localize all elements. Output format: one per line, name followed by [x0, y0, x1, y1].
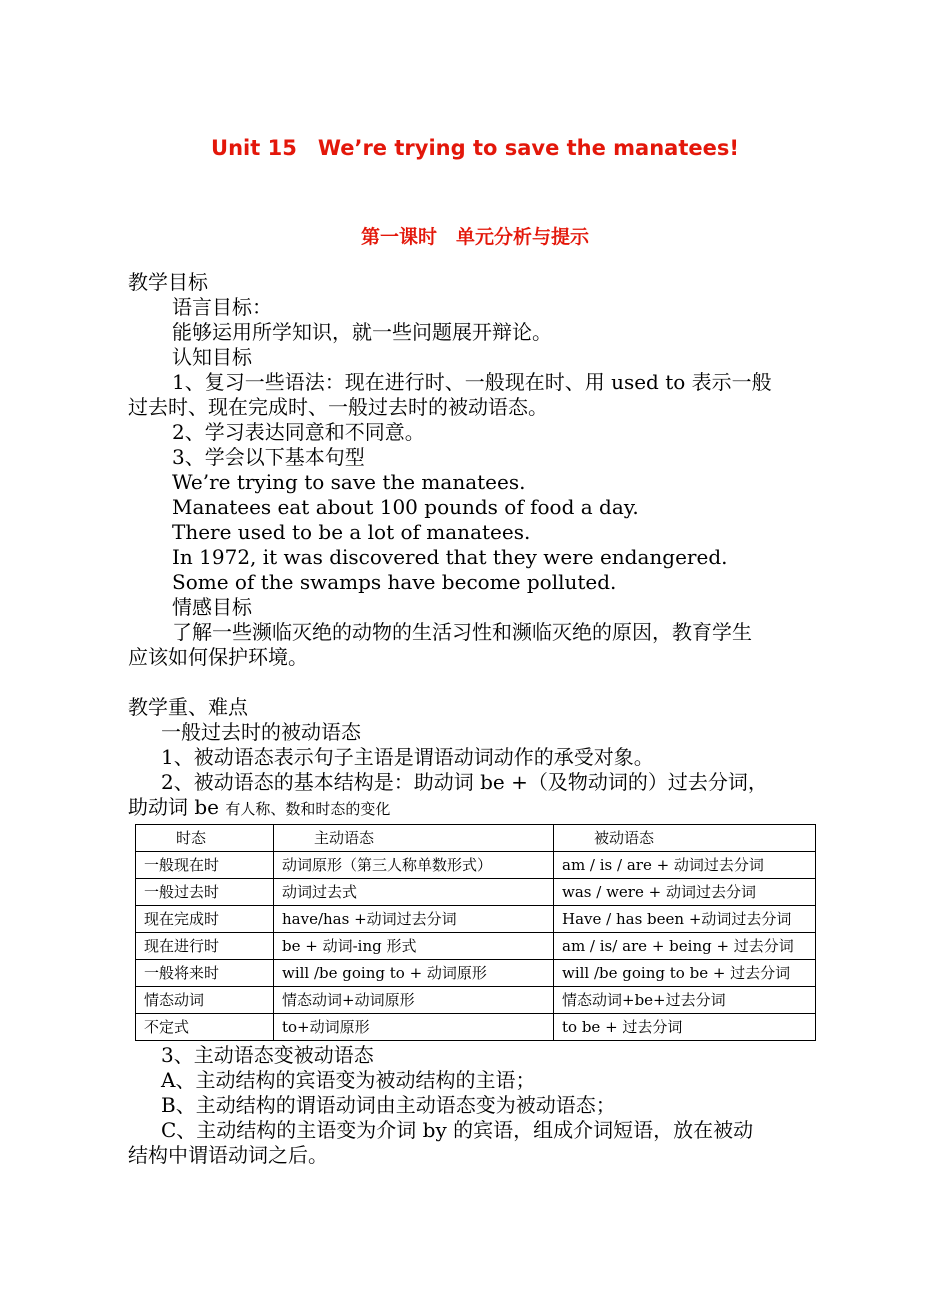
conversion-rule-c: C、主动结构的主语变为介词 by 的宾语，组成介词短语，放在被动: [161, 1118, 754, 1142]
table-cell: 情态动词+be+过去分词: [554, 987, 816, 1014]
table-row: [136, 852, 816, 879]
table-cell: 不定式: [136, 1014, 274, 1041]
key-points-heading: 教学重、难点: [128, 695, 248, 719]
sentence-pattern: We’re trying to save the manatees.: [172, 470, 526, 494]
table-row: [136, 906, 816, 933]
emotional-goal-label: 情感目标: [172, 595, 252, 619]
table-cell: will /be going to be + 过去分词: [554, 960, 816, 987]
table-header-active: 主动语态: [274, 825, 554, 852]
conversion-rule-c-cont: 结构中谓语动词之后。: [128, 1143, 328, 1167]
unit-title: Unit 15 We’re trying to save the manatees!: [211, 136, 739, 160]
table-cell: be + 动词-ing 形式: [274, 933, 554, 960]
table-cell: 情态动词: [136, 987, 274, 1014]
language-goal-label: 语言目标：: [172, 295, 272, 319]
table-cell: was / were + 动词过去分词: [554, 879, 816, 906]
table-cell: am / is / are + 动词过去分词: [554, 852, 816, 879]
table-cell: 一般现在时: [136, 852, 274, 879]
table-cell: am / is/ are + being + 过去分词: [554, 933, 816, 960]
table-cell: 现在进行时: [136, 933, 274, 960]
table-cell: will /be going to + 动词原形: [274, 960, 554, 987]
cognitive-goal-label: 认知目标: [172, 345, 252, 369]
table-cell: 现在完成时: [136, 906, 274, 933]
table-cell: 一般过去时: [136, 879, 274, 906]
table-cell: 动词过去式: [274, 879, 554, 906]
sentence-pattern: In 1972, it was discovered that they were endangered.: [172, 545, 728, 569]
table-row: [136, 879, 816, 906]
sentence-pattern: Manatees eat about 100 pounds of food a day.: [172, 495, 639, 519]
cognitive-item-3: 3、学会以下基本句型: [172, 445, 365, 469]
sentence-pattern: There used to be a lot of manatees.: [172, 520, 531, 544]
table-row: [136, 960, 816, 987]
table-cell: Have / has been +动词过去分词: [554, 906, 816, 933]
table-header-passive: 被动语态: [554, 825, 816, 852]
table-header-tense: 时态: [136, 825, 274, 852]
table-cell: to+动词原形: [274, 1014, 554, 1041]
cognitive-item-1: 1、复习一些语法：现在进行时、一般现在时、用 used to 表示一般: [172, 370, 772, 394]
table-row: [136, 1014, 816, 1041]
table-cell: have/has +动词过去分词: [274, 906, 554, 933]
table-cell: 一般将来时: [136, 960, 274, 987]
key-point-2: 2、被动语态的基本结构是：助动词 be +（及物动词的）过去分词，: [161, 770, 768, 794]
table-cell: 动词原形（第三人称单数形式）: [274, 852, 554, 879]
table-cell: 情态动词+动词原形: [274, 987, 554, 1014]
key-point-2-cont: [128, 795, 824, 822]
emotional-goal-text: 了解一些濒临灭绝的动物的生活习性和濒临灭绝的原因，教育学生: [172, 620, 752, 644]
cognitive-item-1-cont: 过去时、现在完成时、一般过去时的被动语态。: [128, 395, 548, 419]
voice-comparison-table: [135, 824, 816, 1041]
key-point-2-note: 有人称、数和时态的变化: [225, 800, 391, 818]
conversion-rule-b: B、主动结构的谓语动词由主动语态变为被动语态；: [161, 1093, 616, 1117]
sentence-pattern: Some of the swamps have become polluted.: [172, 570, 617, 594]
conversion-heading: 3、主动语态变被动语态: [161, 1043, 374, 1067]
document-body: [128, 270, 824, 1168]
objectives-heading: 教学目标: [128, 270, 208, 294]
conversion-rule-a: A、主动结构的宾语变为被动结构的主语；: [161, 1068, 536, 1092]
key-points-topic: 一般过去时的被动语态: [161, 720, 361, 744]
lesson-subtitle: 第一课时 单元分析与提示: [360, 226, 589, 248]
blank-line: [128, 670, 824, 695]
table-row: [136, 987, 816, 1014]
emotional-goal-text-cont: 应该如何保护环境。: [128, 645, 308, 669]
key-point-1: 1、被动语态表示句子主语是谓语动词动作的承受对象。: [161, 745, 654, 769]
cognitive-item-2: 2、学习表达同意和不同意。: [172, 420, 425, 444]
table-header-row: [136, 825, 816, 852]
table-row: [136, 933, 816, 960]
language-goal-text: 能够运用所学知识，就一些问题展开辩论。: [172, 320, 552, 344]
table-cell: to be + 过去分词: [554, 1014, 816, 1041]
key-point-2-main: 助动词 be: [128, 795, 226, 819]
